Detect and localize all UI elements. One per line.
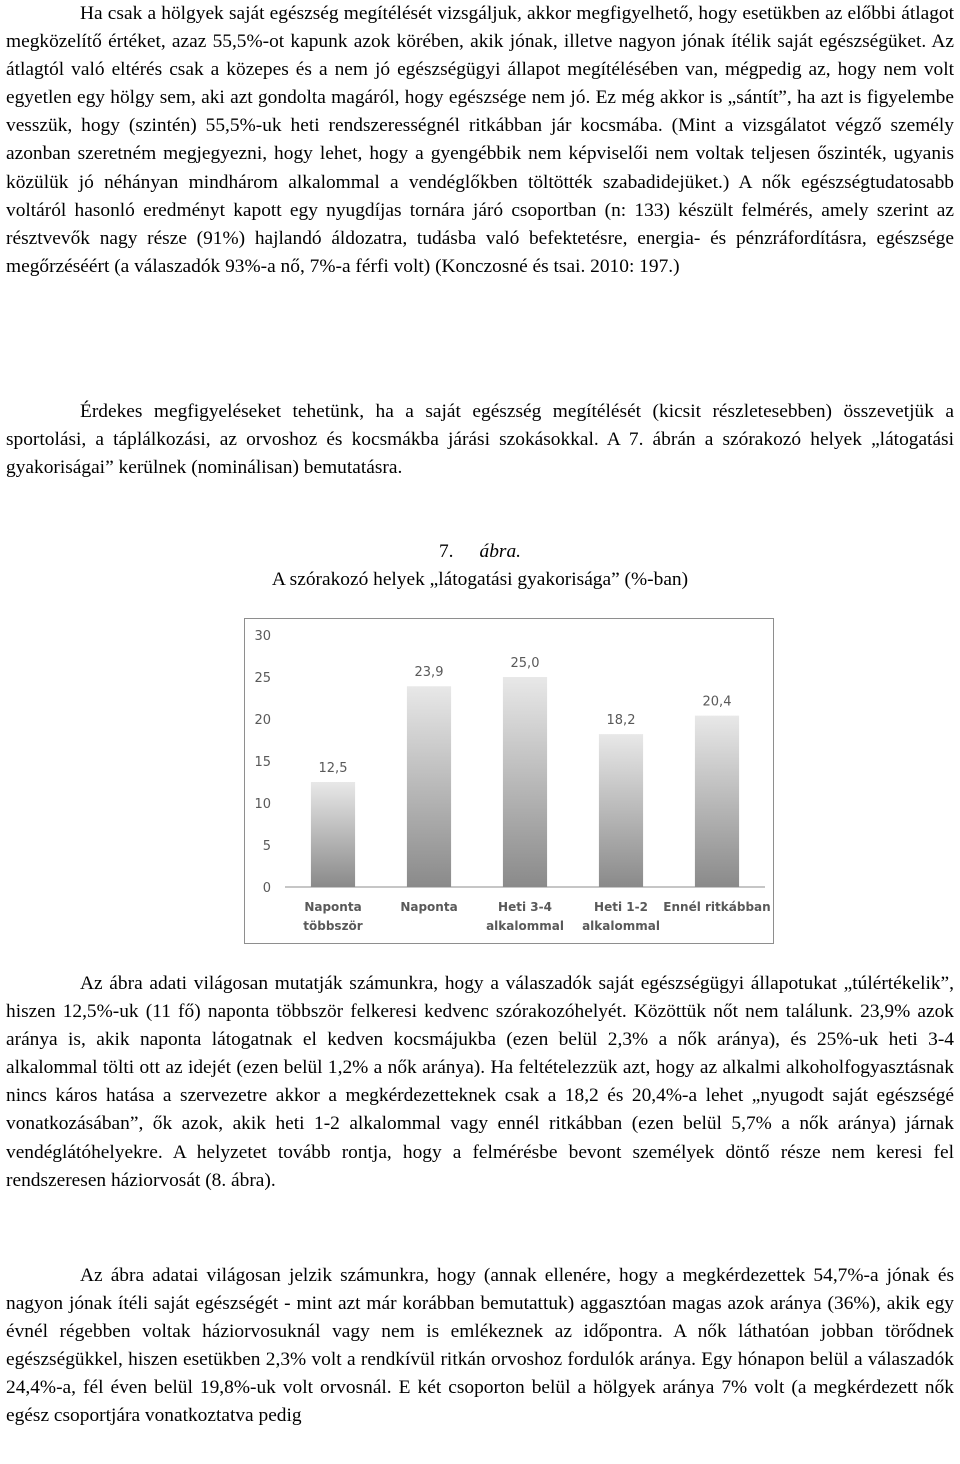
category-label: alkalommal [582,919,660,933]
bar [311,782,355,887]
category-label: Heti 3-4 [498,900,552,914]
paragraph-4: Az ábra adatai világosan jelzik számunkra, hogy (annak ellenére, hogy a megkérdezettek 54,7%-a jónak és nagyon jónak ítéli saját egészségét - mint azt már korábban bemutattuk) aggasztóan magas azok aránya (36%), akik egy évnél régebben voltak háziorvosuknál vagy nem is emlékeznek az időpontra. A nők láthatóan jobban törődnek egészségükkel, hiszen esetükben 2,3% volt a rendkívül ritkán orvoshoz fordulók aránya. Egy hónapon belül a válaszadók 24,4%-a, fél éven belül 19,8%-uk volt orvosnál. E két csoporton belül a hölgyek aránya 7% volt (a megkérdezett nők egész csoportjára vonatkoztatva pedig [6,1265,954,1427]
figure-word: ábra. [479,541,522,562]
data-label: 23,9 [414,665,444,681]
figure-number-value: 7. [438,541,454,562]
y-tick-label: 10 [254,797,271,812]
category-label: alkalommal [486,919,564,933]
category-label: Heti 1-2 [594,900,648,914]
paragraph-2: Érdekes megfigyeléseket tehetünk, ha a saját egészség megítélését (kicsit részletesebben) összevetjük a sportolási, a táplálkozási, az orvoshoz és kocsmákba járási szokásokkal. A 7. ábrán a szórakozó helyek „látogatási gyakoriságai” kerülnek (nominálisan) bemutatásra. [6,401,954,479]
data-label: 25,0 [510,656,540,671]
bar [599,734,643,887]
category-label: Ennél ritkábban [663,900,771,914]
category-label: Naponta [304,900,362,914]
y-tick-label: 25 [254,671,271,686]
y-tick-label: 20 [254,713,271,728]
bar [695,716,739,887]
paragraph-3: Az ábra adati világosan mutatják számunkra, hogy a válaszadók saját egészségügyi állapotukat „túlértékelik”, hiszen 12,5%-uk (11 fő) naponta többször felkeresi kedvenc szórakozóhelyét. Közöttük nőt nem találunk. 23,9% azok aránya is, akik naponta látogatnak el kedven kocsmájukba (ezen belül 2,3% a nők aránya), és 25%-uk heti 3-4 alkalommal tölti ott az idejét (ezen belül 1,2% a nők aránya). Ha feltételezzük azt, hogy az alkalmi alkoholfogyasztásnak nincs káros hatása a szervezetre akkor a megkérdezetteknek csak a 18,2 és 20,4%-a lehet „nyugodt saját egészségé vonatkozásában”, ők azok, akik heti 1-2 alkalommal vagy ennél ritkábban (ezen belül 5,7% a nők aránya) járnak vendéglátóhelyekre. A helyzetet tovább rontja, hogy a felmérésbe bevont személyek döntő része nem keresi fel rendszeresen háziorvosát (8. ábra). [6,973,954,1191]
data-label: 12,5 [318,761,348,776]
paragraph-1: Ha csak a hölgyek saját egészség megítélését vizsgáljuk, akkor megfigyelhető, hogy esetükben az előbbi átlagot megközelítő értéket, azaz 55,5%-ot kapunk azok körében, akik jónak, illetve nagyon jónak ítélik saját egészségüket. Az átlagtól való eltérés csak a közepes és a nem jó egészségügyi állapot megítélésében van, mégpedig az, hogy nem volt egyetlen egy hölgy sem, aki azt gondolta magáról, hogy egészsége nem jó. Ez még akkor is „sántít”, ha azt is figyelembe vesszük, hogy (szintén) 55,5%-uk heti rendszerességnél ritkábban jár kocsmába. (Mint a vizsgálatot végző személy azonban szeretném megjegyezni, hogy lehet, hogy a gyengébbik nem képviselői nem voltak teljesen őszinték, ugyanis közülük jó néhányan mindhárom alkalommal a vendéglőkben töltötték szabadidejüket.) A nők egészségtudatosabb voltáról hasonló eredményt kapott egy nyugdíjas tornára járó csoportban (n: 133) készült felmérés, amely szerint az résztvevők nagy része (91%) hajlandó áldozatra, tudásba való befektetésre, energia- és pénzráfordításra, egészsége megőrzéséért (a válaszadók 93%-a nő, 7%-a férfi volt) (Konczosné és tsai. 2010: 197.) [6,3,954,277]
y-tick-label: 30 [254,629,271,644]
data-label: 20,4 [702,694,732,710]
category-label: többször [303,919,363,933]
y-tick-label: 15 [254,755,271,770]
y-tick-label: 0 [262,881,271,896]
figure-title: A szórakozó helyek „látogatási gyakorisága” (%-ban) [271,569,689,590]
bar-chart-frame [244,618,774,944]
bar [407,686,451,887]
bar [503,677,547,887]
figure-number [0,538,960,566]
category-label: Naponta [400,900,458,914]
y-tick-label: 5 [262,839,271,854]
data-label: 18,2 [606,713,636,729]
bar-chart [245,619,775,945]
